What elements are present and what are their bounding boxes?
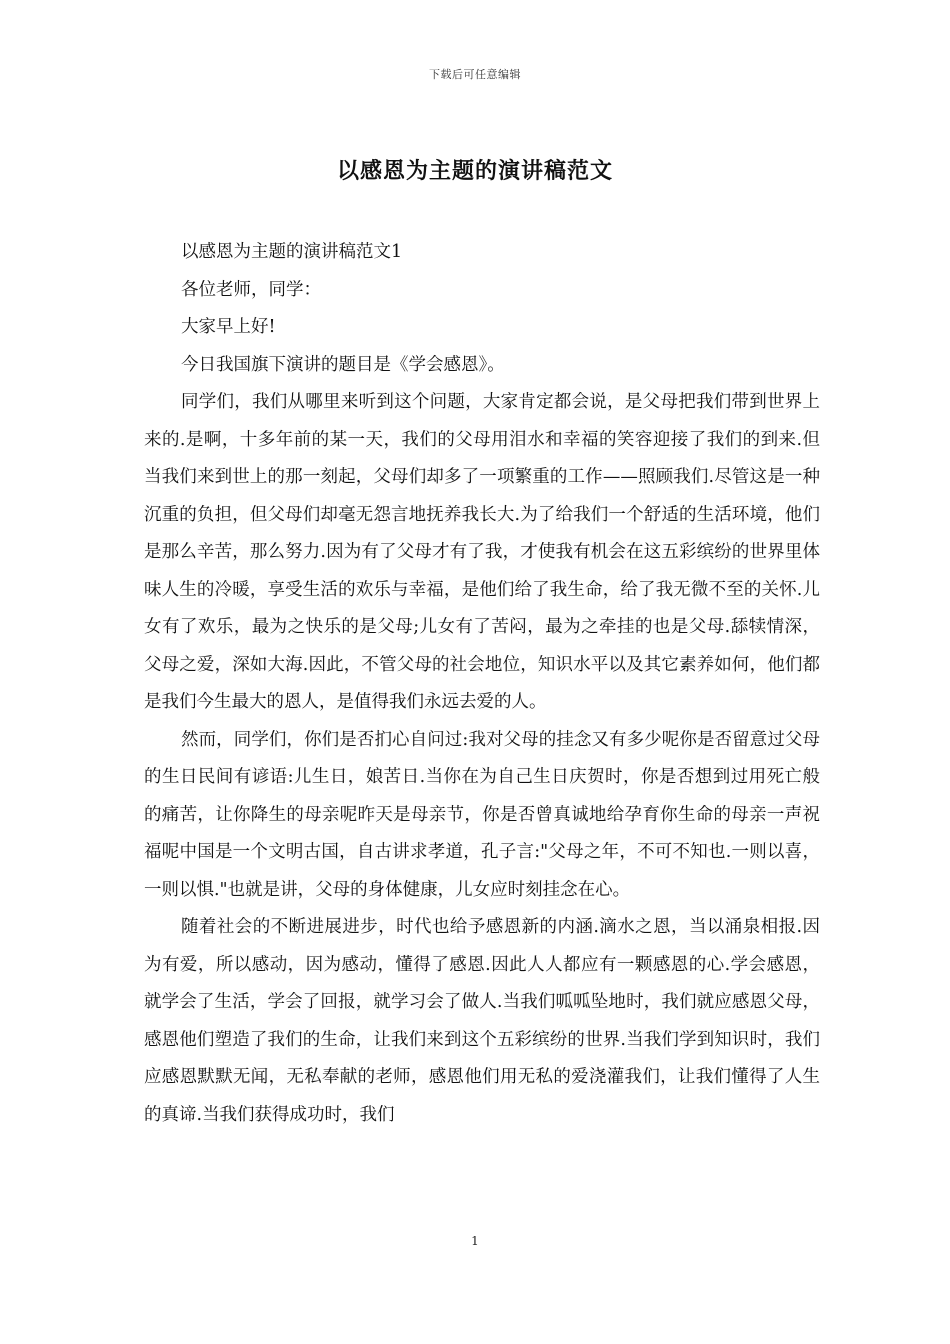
- document-body: [144, 234, 820, 1134]
- page-header: 下载后可任意编辑: [429, 68, 521, 81]
- page-number: 1: [471, 1234, 479, 1248]
- document-title: 以感恩为主题的演讲稿范文: [336, 158, 613, 184]
- paragraph-body: 然而，同学们，你们是否扪心自问过:我对父母的挂念又有多少呢你是否留意过父母的生日民间有谚语:儿生日，娘苦日.当你在为自己生日庆贺时，你是否想到过用死亡般的痛苦，让你降生的母亲呢昨天是母亲节，你是否曾真诚地给孕育你生命的母亲一声祝福呢中国是一个文明古国，自古讲求孝道，孔子言:"父母之年，不可不知也.一则以喜，一则以惧."也就是讲，父母的身体健康，儿女应时刻挂念在心。: [144, 729, 820, 900]
- paragraph-subtitle: 以感恩为主题的演讲稿范文1: [181, 242, 403, 262]
- paragraph-body: 同学们，我们从哪里来听到这个问题，大家肯定都会说，是父母把我们带到世界上来的.是啊，十多年前的某一天，我们的父母用泪水和幸福的笑容迎接了我们的到来.但当我们来到世上的那一刻起，父母们却多了一项繁重的工作——照顾我们.尽管这是一种沉重的负担，但父母们却毫无怨言地抚养我长大.为了给我们一个舒适的生活环境，他们是那么辛苦，那么努力.因为有了父母才有了我，才使我有机会在这五彩缤纷的世界里体味人生的冷暖，享受生活的欢乐与幸福，是他们给了我生命，给了我无微不至的关怀.儿女有了欢乐，最为之快乐的是父母;儿女有了苦闷，最为之牵挂的也是父母.舔犊情深，父母之爱，深如大海.因此，不管父母的社会地位，知识水平以及其它素养如何，他们都是我们今生最大的恩人，是值得我们永远去爱的人。: [144, 392, 820, 712]
- paragraph-greeting: 大家早上好!: [181, 317, 276, 337]
- paragraph-topic: 今日我国旗下演讲的题目是《学会感恩》。: [181, 354, 505, 375]
- paragraph-body: 随着社会的不断进展进步，时代也给予感恩新的内涵.滴水之恩，当以涌泉相报.因为有爱，所以感动，因为感动，懂得了感恩.因此人人都应有一颗感恩的心.学会感恩，就学会了生活，学会了回报，就学习会了做人.当我们呱呱坠地时，我们就应感恩父母，感恩他们塑造了我们的生命，让我们来到这个五彩缤纷的世界.当我们学到知识时，我们应感恩默默无闻，无私奉献的老师，感恩他们用无私的爱浇灌我们，让我们懂得了人生的真谛.当我们获得成功时，我们: [144, 917, 820, 1125]
- paragraph-salutation: 各位老师，同学：: [181, 279, 321, 300]
